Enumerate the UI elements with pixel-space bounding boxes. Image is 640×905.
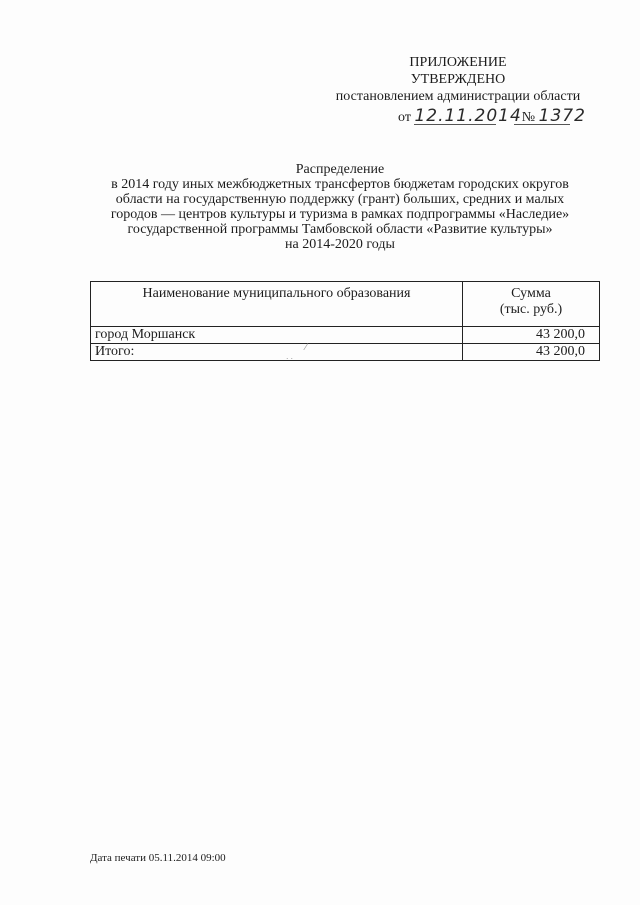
approval-appendix: ПРИЛОЖЕНИЕ [409, 55, 507, 70]
title-line-6: на 2014-2020 годы [285, 237, 395, 252]
header-sum-label: Сумма [511, 286, 551, 301]
order-date-handwritten: 12.11.2014 [414, 106, 522, 126]
table-header-row [91, 282, 600, 327]
approval-stamp [318, 54, 598, 105]
print-date: Дата печати 05.11.2014 09:00 [90, 852, 226, 864]
row-municipality: город Моршанск [91, 327, 463, 344]
title-line-2: в 2014 году иных межбюджетных трансфертов бюджетам городских округов [111, 177, 569, 192]
number-underline [514, 124, 570, 125]
header-sum [463, 282, 600, 327]
date-underline [414, 124, 496, 125]
table-row [91, 327, 600, 344]
order-number-sign: № [521, 110, 536, 125]
title-line-5: государственной программы Тамбовской области «Развитие культуры» [127, 222, 553, 237]
table-total-row [91, 344, 600, 361]
approval-approved: УТВЕРЖДЕНО [410, 72, 506, 87]
row-sum: 43 200,0 [463, 327, 600, 344]
distribution-table [90, 281, 600, 361]
order-number-handwritten: 1372 [538, 106, 586, 126]
header-municipality: Наименование муниципального образования [91, 282, 463, 327]
approval-authority: постановлением администрации области [335, 89, 581, 104]
title-line-1: Распределение [295, 162, 385, 177]
scan-speck: ⁄ [305, 343, 307, 353]
order-prefix: от [398, 110, 411, 125]
title-line-3: области на государственную поддержку (грант) больших, средних и малых [115, 192, 565, 207]
total-sum: 43 200,0 [463, 344, 600, 361]
total-label: Итого: [91, 344, 463, 361]
title-line-4: городов — центров культуры и туризма в рамках подпрограммы «Наследие» [110, 207, 570, 222]
header-sum-unit: (тыс. руб.) [499, 302, 563, 317]
order-reference [398, 106, 586, 126]
document-title [80, 162, 600, 252]
scan-speck: ˙˙ [285, 358, 294, 368]
